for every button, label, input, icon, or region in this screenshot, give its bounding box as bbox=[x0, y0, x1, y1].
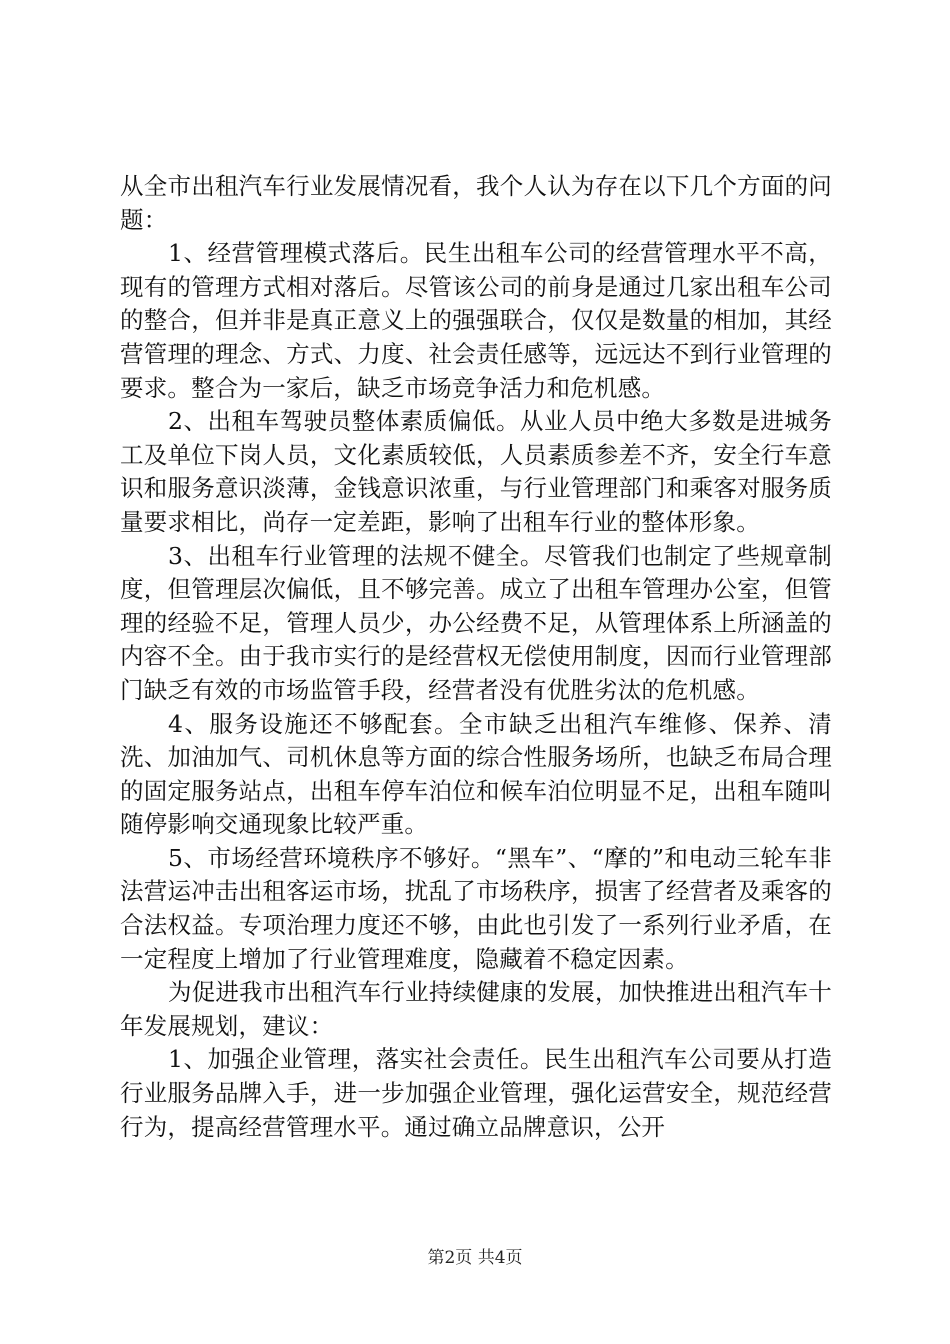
issue-2-paragraph: 2、出租车驾驶员整体素质偏低。从业人员中绝大多数是进城务工及单位下岗人员，文化素质较低，人员素质参差不齐，安全行车意识和服务意识淡薄，金钱意识浓重，与行业管理部门和乘客对服务质量要求相比，尚存一定差距，影响了出租车行业的整体形象。 bbox=[120, 407, 832, 536]
issue-4-paragraph: 4、服务设施还不够配套。全市缺乏出租汽车维修、保养、清洗、加油加气、司机休息等方面的综合性服务场所，也缺乏布局合理的固定服务站点，出租车停车泊位和候车泊位明显不足，出租车随叫随停影响交通现象比较严重。 bbox=[120, 709, 832, 839]
intro-paragraph: 从全市出租汽车行业发展情况看，我个人认为存在以下几个方面的问题： bbox=[120, 172, 832, 234]
page-number-footer: 第2页 共4页 bbox=[427, 1248, 523, 1268]
issue-1-paragraph: 1、经营管理模式落后。民生出租车公司的经营管理水平不高，现有的管理方式相对落后。尽管该公司的前身是通过几家出租车公司的整合，但并非是真正意义上的强强联合，仅仅是数量的相加，其经营管理的理念、方式、力度、社会责任感等，远远达不到行业管理的要求。整合为一家后，缺乏市场竞争活力和危机感。 bbox=[120, 239, 832, 402]
suggestion-intro-paragraph: 为促进我市出租汽车行业持续健康的发展，加快推进出租汽车十年发展规划，建议： bbox=[120, 978, 832, 1040]
suggestion-1-paragraph: 1、加强企业管理，落实社会责任。民生出租汽车公司要从打造行业服务品牌入手，进一步加强企业管理，强化运营安全，规范经营行为，提高经营管理水平。通过确立品牌意识，公开 bbox=[120, 1045, 832, 1141]
document-body bbox=[120, 170, 832, 1144]
issue-3-paragraph: 3、出租车行业管理的法规不健全。尽管我们也制定了些规章制度，但管理层次偏低，且不够完善。成立了出租车管理办公室，但管理的经验不足，管理人员少，办公经费不足，从管理体系上所涵盖的内容不全。由于我市实行的是经营权无偿使用制度，因而行业管理部门缺乏有效的市场监管手段，经营者没有优胜劣汰的危机感。 bbox=[120, 541, 832, 704]
issue-5-paragraph: 5、市场经营环境秩序不够好。“黑车”、“摩的”和电动三轮车非法营运冲击出租客运市场，扰乱了市场秩序，损害了经营者及乘客的合法权益。专项治理力度还不够，由此也引发了一系列行业矛盾，在一定程度上增加了行业管理难度，隐藏着不稳定因素。 bbox=[120, 843, 832, 973]
